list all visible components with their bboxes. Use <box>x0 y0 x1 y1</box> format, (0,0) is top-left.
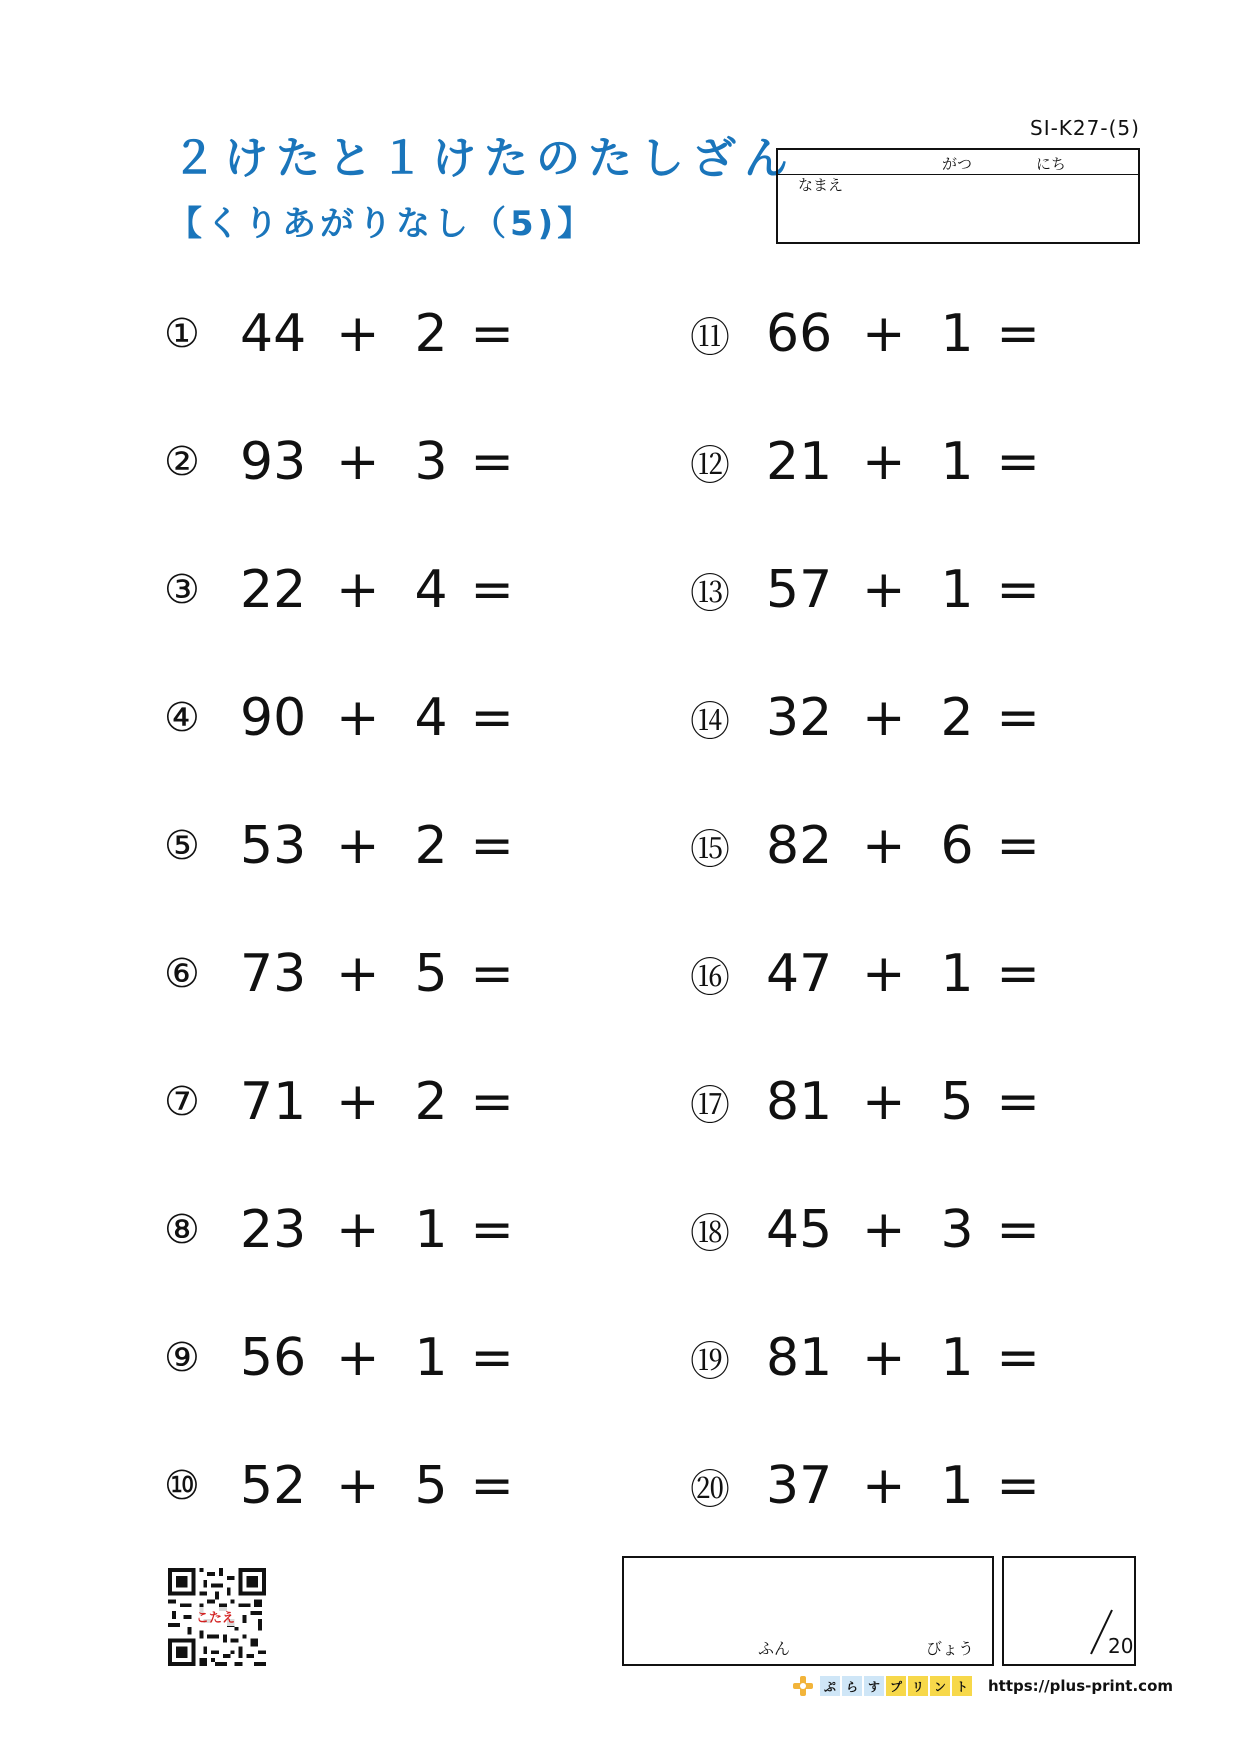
problem-number: ② <box>164 439 200 485</box>
addend-1: 32 <box>766 688 833 748</box>
equals-sign: = <box>470 304 514 364</box>
problem-4 <box>164 678 514 758</box>
addend-1: 66 <box>766 304 833 364</box>
plus-sign: + <box>862 1200 906 1260</box>
equals-sign: = <box>470 1072 514 1132</box>
minute-label: ふん <box>758 1639 791 1658</box>
addend-2: 1 <box>414 1200 448 1260</box>
second-label: びょう <box>926 1639 975 1658</box>
problem-number: ④ <box>164 695 200 741</box>
plus-sign: + <box>336 1456 380 1516</box>
problem-number: ⑲ <box>690 1338 730 1385</box>
addend-1: 22 <box>240 560 307 620</box>
addend-2: 1 <box>940 432 974 492</box>
problem-10 <box>164 1446 514 1526</box>
equals-sign: = <box>470 1456 514 1516</box>
plus-sign: + <box>336 304 380 364</box>
problem-number: ⑥ <box>164 951 200 997</box>
problem-6 <box>164 934 514 1014</box>
problem-number: ① <box>164 311 200 357</box>
equals-sign: = <box>996 1456 1040 1516</box>
addend-1: 90 <box>240 688 307 748</box>
brand-tile: ら <box>842 1676 862 1696</box>
equals-sign: = <box>470 560 514 620</box>
problem-number: ⑨ <box>164 1335 200 1381</box>
problem-1 <box>164 294 514 374</box>
worksheet-subtitle: 【くりあがりなし（5)】 <box>168 204 596 244</box>
addend-2: 5 <box>414 1456 448 1516</box>
problem-number: ⑩ <box>164 1463 200 1509</box>
problem-number: ⑧ <box>164 1207 200 1253</box>
brand-tile: す <box>864 1676 884 1696</box>
problem-12 <box>690 422 1040 502</box>
time-box <box>622 1556 994 1666</box>
brand-tile: ン <box>930 1676 950 1696</box>
plus-sign: + <box>862 1456 906 1516</box>
problem-number: ⑳ <box>690 1466 730 1513</box>
brand-tile: プ <box>886 1676 906 1696</box>
addend-2: 1 <box>940 944 974 1004</box>
addend-1: 52 <box>240 1456 307 1516</box>
addend-2: 4 <box>414 560 448 620</box>
addend-2: 6 <box>940 816 974 876</box>
addend-1: 81 <box>766 1072 833 1132</box>
problem-number: ⑭ <box>690 698 730 745</box>
addend-2: 2 <box>414 304 448 364</box>
month-label: がつ <box>942 155 973 173</box>
date-row <box>778 150 1138 175</box>
plus-sign: + <box>862 1328 906 1388</box>
plus-sign: + <box>336 1072 380 1132</box>
addend-2: 1 <box>940 304 974 364</box>
qr-answer-label: こたえ <box>194 1607 237 1626</box>
problem-17 <box>690 1062 1040 1142</box>
day-label: にち <box>1036 155 1067 173</box>
equals-sign: = <box>470 432 514 492</box>
addend-2: 3 <box>414 432 448 492</box>
addend-2: 1 <box>940 1328 974 1388</box>
name-label: なまえ <box>798 176 844 194</box>
plus-sign: + <box>862 304 906 364</box>
problem-2 <box>164 422 514 502</box>
addend-1: 93 <box>240 432 307 492</box>
addend-2: 4 <box>414 688 448 748</box>
plus-sign: + <box>336 944 380 1004</box>
addend-1: 81 <box>766 1328 833 1388</box>
equals-sign: = <box>470 1328 514 1388</box>
addend-2: 1 <box>940 560 974 620</box>
addend-1: 57 <box>766 560 833 620</box>
brand-tile: ト <box>952 1676 972 1696</box>
site-url-link[interactable]: https://plus-print.com <box>988 1677 1174 1695</box>
plus-logo-icon <box>792 1675 814 1697</box>
plus-sign: + <box>862 944 906 1004</box>
addend-2: 5 <box>414 944 448 1004</box>
problem-11 <box>690 294 1040 374</box>
worksheet-code: SI-K27-(5) <box>1030 116 1140 140</box>
problem-number: ⑦ <box>164 1079 200 1125</box>
plus-sign: + <box>862 560 906 620</box>
name-date-box <box>776 148 1140 244</box>
equals-sign: = <box>996 1200 1040 1260</box>
problem-14 <box>690 678 1040 758</box>
brand-name-tiles <box>820 1676 974 1696</box>
worksheet-title: ２けたと１けたのたしざん <box>172 133 796 184</box>
plus-sign: + <box>862 816 906 876</box>
addend-1: 45 <box>766 1200 833 1260</box>
problem-number: ③ <box>164 567 200 613</box>
equals-sign: = <box>996 816 1040 876</box>
equals-sign: = <box>996 560 1040 620</box>
addend-1: 21 <box>766 432 833 492</box>
problem-7 <box>164 1062 514 1142</box>
plus-sign: + <box>862 688 906 748</box>
addend-1: 44 <box>240 304 307 364</box>
addend-1: 53 <box>240 816 307 876</box>
equals-sign: = <box>470 688 514 748</box>
brand-tile: リ <box>908 1676 928 1696</box>
problem-number: ⑤ <box>164 823 200 869</box>
problem-number: ⑬ <box>690 570 730 617</box>
addend-2: 3 <box>940 1200 974 1260</box>
problem-18 <box>690 1190 1040 1270</box>
equals-sign: = <box>996 688 1040 748</box>
problem-13 <box>690 550 1040 630</box>
equals-sign: = <box>470 1200 514 1260</box>
addend-2: 2 <box>414 1072 448 1132</box>
addend-1: 23 <box>240 1200 307 1260</box>
problem-5 <box>164 806 514 886</box>
problem-number: ⑪ <box>690 314 730 361</box>
addend-1: 56 <box>240 1328 307 1388</box>
problem-number: ⑯ <box>690 954 730 1001</box>
equals-sign: = <box>996 304 1040 364</box>
addend-1: 37 <box>766 1456 833 1516</box>
addend-1: 71 <box>240 1072 307 1132</box>
addend-2: 1 <box>414 1328 448 1388</box>
addend-2: 2 <box>414 816 448 876</box>
addend-2: 5 <box>940 1072 974 1132</box>
score-total: 20 <box>1108 1634 1134 1658</box>
brand-footer <box>792 1674 1173 1698</box>
problem-number: ⑰ <box>690 1082 730 1129</box>
plus-sign: + <box>862 1072 906 1132</box>
problem-number: ⑮ <box>690 826 730 873</box>
plus-sign: + <box>336 688 380 748</box>
problem-15 <box>690 806 1040 886</box>
plus-sign: + <box>336 1200 380 1260</box>
equals-sign: = <box>996 1072 1040 1132</box>
problem-number: ⑫ <box>690 442 730 489</box>
equals-sign: = <box>996 432 1040 492</box>
problem-number: ⑱ <box>690 1210 730 1257</box>
problem-3 <box>164 550 514 630</box>
brand-tile: ぷ <box>820 1676 840 1696</box>
addend-1: 73 <box>240 944 307 1004</box>
problem-19 <box>690 1318 1040 1398</box>
equals-sign: = <box>996 944 1040 1004</box>
addend-1: 82 <box>766 816 833 876</box>
problem-20 <box>690 1446 1040 1526</box>
problem-9 <box>164 1318 514 1398</box>
plus-sign: + <box>862 432 906 492</box>
problem-16 <box>690 934 1040 1014</box>
score-box <box>1002 1556 1136 1666</box>
addend-1: 47 <box>766 944 833 1004</box>
plus-sign: + <box>336 432 380 492</box>
plus-sign: + <box>336 816 380 876</box>
equals-sign: = <box>996 1328 1040 1388</box>
plus-sign: + <box>336 1328 380 1388</box>
addend-2: 2 <box>940 688 974 748</box>
plus-sign: + <box>336 560 380 620</box>
equals-sign: = <box>470 944 514 1004</box>
problem-8 <box>164 1190 514 1270</box>
addend-2: 1 <box>940 1456 974 1516</box>
equals-sign: = <box>470 816 514 876</box>
